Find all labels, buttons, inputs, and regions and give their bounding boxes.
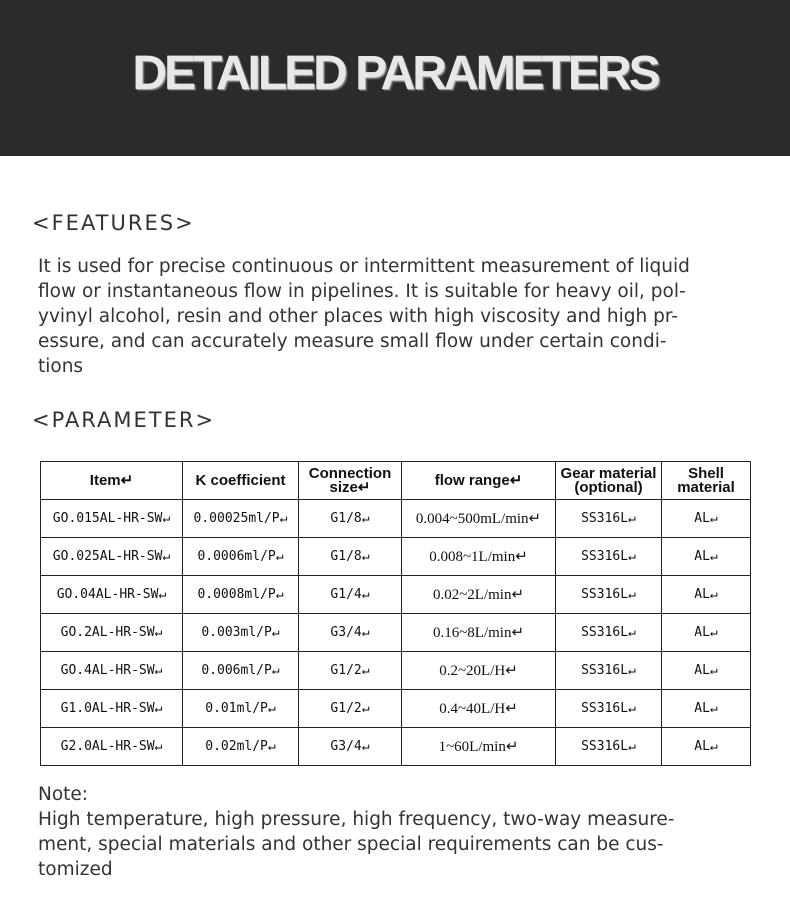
cell-k-coefficient: 0.003ml/P↵ <box>183 614 299 652</box>
cell-item: GO.4AL-HR-SW↵ <box>41 652 183 690</box>
table-row <box>41 614 751 652</box>
cell-flow-range: 0.2~20L/H↵ <box>402 652 556 690</box>
cell-gear-material: SS316L↵ <box>556 614 662 652</box>
title-banner <box>0 0 790 156</box>
cell-gear-material: SS316L↵ <box>556 652 662 690</box>
cell-k-coefficient: 0.006ml/P↵ <box>183 652 299 690</box>
cell-connection-size: G1/2↵ <box>299 652 402 690</box>
cell-flow-range: 0.16~8L/min↵ <box>402 614 556 652</box>
cell-shell-material: AL↵ <box>662 614 751 652</box>
table-row <box>41 690 751 728</box>
cell-k-coefficient: 0.00025ml/P↵ <box>183 500 299 538</box>
cell-flow-range: 1~60L/min↵ <box>402 728 556 766</box>
header-k-coefficient: K coefficient <box>183 462 299 500</box>
cell-item: GO.04AL-HR-SW↵ <box>41 576 183 614</box>
cell-shell-material: AL↵ <box>662 500 751 538</box>
cell-item: G1.0AL-HR-SW↵ <box>41 690 183 728</box>
cell-item: GO.2AL-HR-SW↵ <box>41 614 183 652</box>
note-block <box>38 782 758 882</box>
features-heading: <FEATURES> <box>32 211 195 235</box>
cell-shell-material: AL↵ <box>662 728 751 766</box>
cell-item: G2.0AL-HR-SW↵ <box>41 728 183 766</box>
cell-flow-range: 0.004~500mL/min↵ <box>402 500 556 538</box>
cell-connection-size: G1/4↵ <box>299 576 402 614</box>
cell-connection-size: G1/8↵ <box>299 538 402 576</box>
cell-gear-material: SS316L↵ <box>556 500 662 538</box>
cell-connection-size: G1/2↵ <box>299 690 402 728</box>
header-flow-range: flow range↵ <box>402 462 556 500</box>
table-row <box>41 538 751 576</box>
header-gear-material: Gear material (optional) <box>556 462 662 500</box>
cell-shell-material: AL↵ <box>662 652 751 690</box>
cell-gear-material: SS316L↵ <box>556 538 662 576</box>
cell-k-coefficient: 0.0006ml/P↵ <box>183 538 299 576</box>
cell-connection-size: G1/8↵ <box>299 500 402 538</box>
cell-k-coefficient: 0.02ml/P↵ <box>183 728 299 766</box>
note-label: Note: <box>38 784 89 805</box>
cell-flow-range: 0.4~40L/H↵ <box>402 690 556 728</box>
cell-k-coefficient: 0.0008ml/P↵ <box>183 576 299 614</box>
parameter-heading: <PARAMETER> <box>32 408 216 432</box>
cell-gear-material: SS316L↵ <box>556 576 662 614</box>
table-row <box>41 576 751 614</box>
header-item: Item↵ <box>41 462 183 500</box>
header-shell-material: Shell material <box>662 462 751 500</box>
table-row <box>41 500 751 538</box>
cell-shell-material: AL↵ <box>662 576 751 614</box>
header-connection-size: Connection size↵ <box>299 462 402 500</box>
cell-item: GO.015AL-HR-SW↵ <box>41 500 183 538</box>
cell-gear-material: SS316L↵ <box>556 690 662 728</box>
cell-gear-material: SS316L↵ <box>556 728 662 766</box>
cell-connection-size: G3/4↵ <box>299 728 402 766</box>
cell-item: GO.025AL-HR-SW↵ <box>41 538 183 576</box>
table-row <box>41 728 751 766</box>
cell-shell-material: AL↵ <box>662 690 751 728</box>
table-row <box>41 652 751 690</box>
cell-flow-range: 0.008~1L/min↵ <box>402 538 556 576</box>
page-title: DETAILED PARAMETERS <box>132 47 658 100</box>
cell-k-coefficient: 0.01ml/P↵ <box>183 690 299 728</box>
features-description: It is used for precise continuous or intermittent measurement of liquid flow or instantaneous flow in pipelines. It is suitable for heavy oil, pol- yvinyl alcohol, resin and other places with high viscosity and high pr- essure, and can accurately measure small flow under certain condi- tions <box>38 256 690 377</box>
cell-shell-material: AL↵ <box>662 538 751 576</box>
table-header-row <box>41 462 751 500</box>
cell-flow-range: 0.02~2L/min↵ <box>402 576 556 614</box>
cell-connection-size: G3/4↵ <box>299 614 402 652</box>
note-text: High temperature, high pressure, high frequency, two-way measure- ment, special materials and other special requirements can be cus- tomized <box>38 809 675 880</box>
table-body <box>41 500 751 766</box>
parameter-table <box>40 461 751 766</box>
